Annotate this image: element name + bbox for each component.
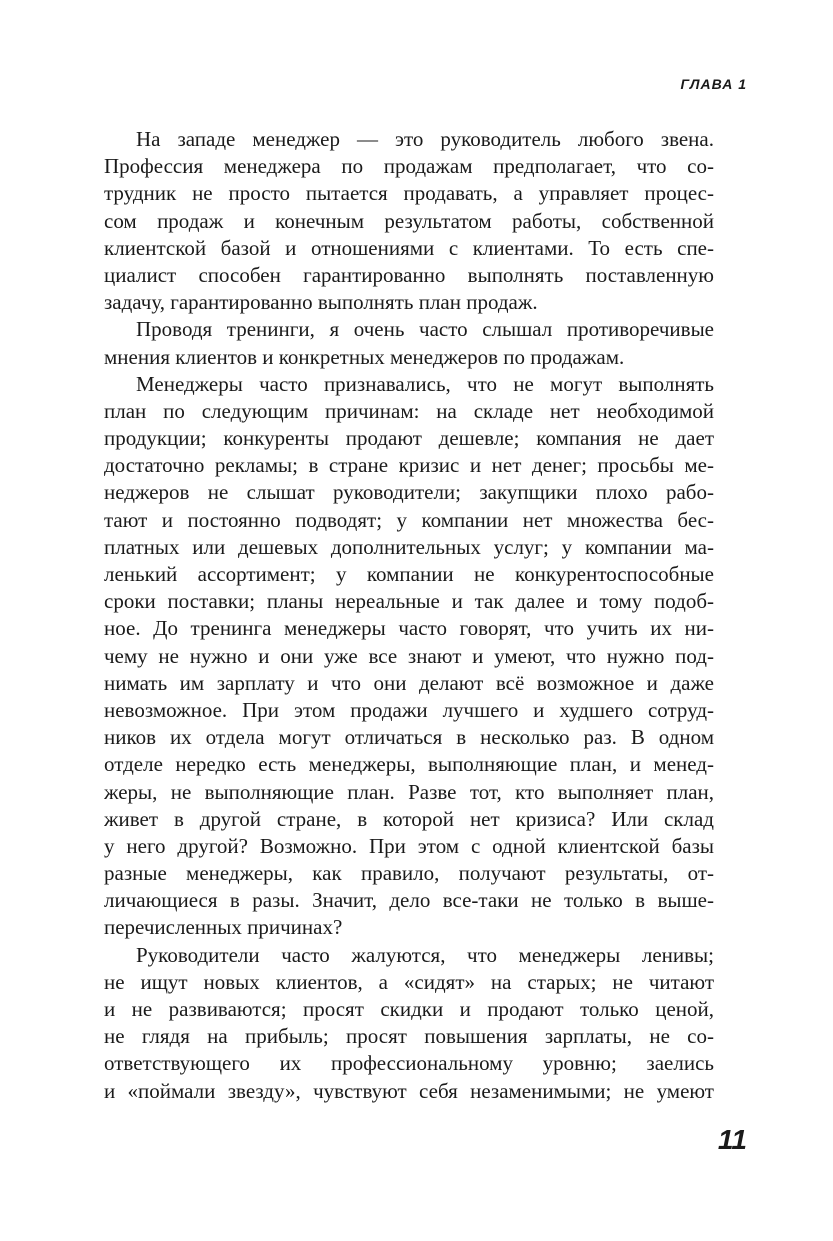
text-line: сроки поставки; планы нереальные и так далее и тому подоб- [104,589,714,614]
text-line: ответствующего их профессиональному уровню; заелись [104,1051,714,1076]
running-head: ГЛАВА 1 [680,76,747,92]
text-line: план по следующим причинам: на складе нет необходимой [104,398,714,423]
text-line: отделе нередко есть менеджеры, выполняющие план, и менед- [104,752,714,777]
text-line: у него другой? Возможно. При этом с одной клиентской базы [104,833,714,858]
text-line: ников их отдела могут отличаться в несколько раз. В одном [104,725,714,750]
text-line: невозможное. При этом продажи лучшего и худшего сотруд- [104,697,714,722]
text-line: живет в другой стране, в которой нет кризиса? Или склад [104,806,714,831]
text-line: клиентской базой и отношениями с клиентами. То есть спе- [104,235,714,260]
text-line: трудник не просто пытается продавать, а управляет процес- [104,181,714,206]
text-line: ное. До тренинга менеджеры часто говорят, что учить их ни- [104,616,714,641]
text-line: неджеров не слышат руководители; закупщики плохо рабо- [104,480,714,505]
text-line: На западе менеджер — это руководитель любого звена. [136,127,714,151]
text-line: и «поймали звезду», чувствуют себя незаменимыми; не умеют [104,1078,714,1103]
text-line: продукции; конкуренты продают дешевле; компания не дает [104,426,714,451]
text-line: Профессия менеджера по продажам предполагает, что со- [104,154,714,179]
body-text [104,126,714,1105]
text-line: не ищут новых клиентов, а «сидят» на старых; не читают [104,969,714,994]
text-line: нимать им зарплату и что они делают всё возможное и даже [104,670,714,695]
text-line: задачу, гарантированно выполнять план продаж. [104,290,538,315]
text-line: перечисленных причинах? [104,915,343,940]
text-line: мнения клиентов и конкретных менеджеров по продажам. [104,344,625,369]
text-line: личающиеся в разы. Значит, дело все-таки не только в выше- [104,888,714,913]
text-line: Менеджеры часто признавались, что не могут выполнять [136,371,714,396]
text-line: Проводя тренинги, я очень часто слышал противоречивые [136,317,714,342]
text-line: циалист способен гарантированно выполнять поставленную [104,262,714,287]
text-line: тают и постоянно подводят; у компании нет множества бес- [104,507,714,532]
text-line: Руководители часто жалуются, что менеджеры ленивы; [136,942,714,967]
page-number: 11 [717,1124,747,1155]
text-line: сом продаж и конечным результатом работы, собственной [104,208,714,233]
text-line: жеры, не выполняющие план. Разве тот, кто выполняет план, [104,779,714,804]
text-line: и не развиваются; просят скидки и продают только ценой, [104,997,714,1021]
text-line: платных или дешевых дополнительных услуг; у компании ма- [104,534,714,559]
text-line: достаточно рекламы; в стране кризис и нет денег; просьбы ме- [104,453,714,478]
text-line: не глядя на прибыль; просят повышения зарплаты, не со- [104,1024,714,1049]
text-line: ленький ассортимент; у компании не конкурентоспособные [104,562,714,586]
text-line: чему не нужно и они уже все знают и умеют, что нужно под- [104,643,714,668]
text-line: разные менеджеры, как правило, получают результаты, от- [104,861,714,886]
